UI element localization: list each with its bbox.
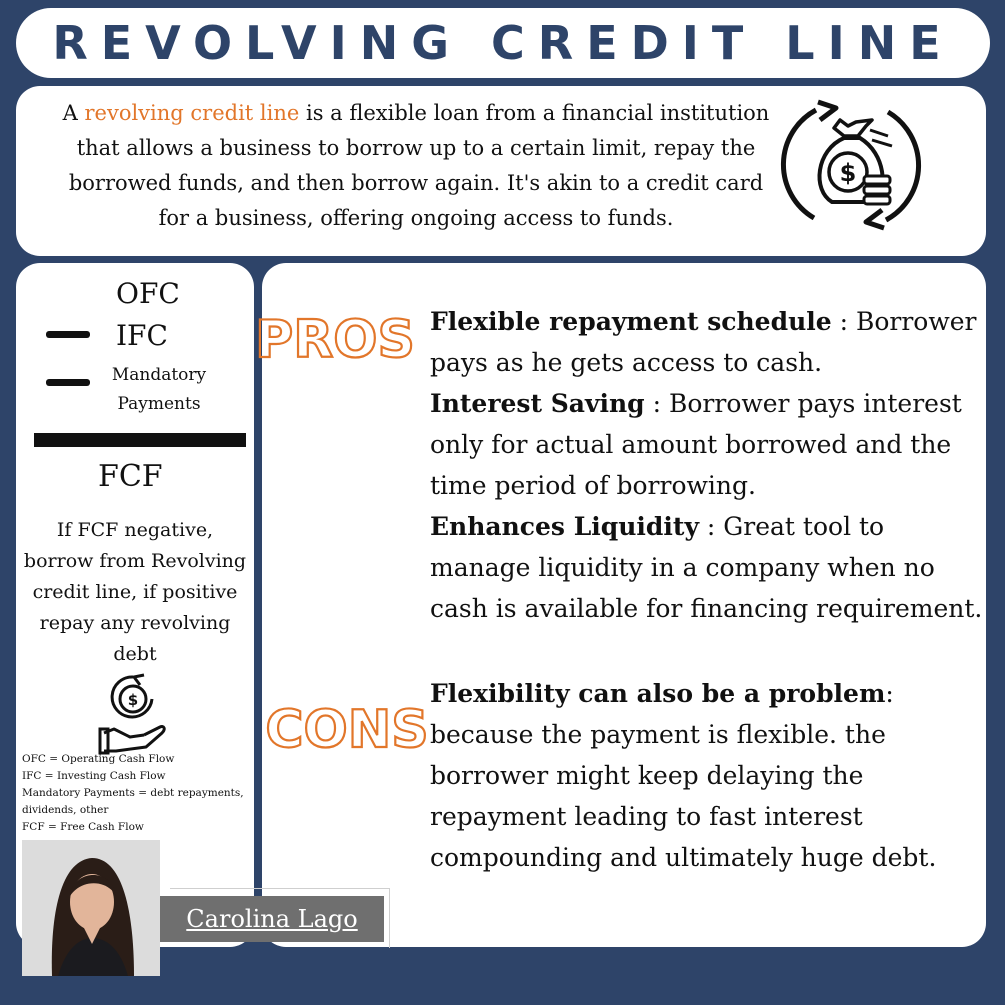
pros-cons-panel xyxy=(255,263,986,947)
pros-item-title: Enhances Liquidity xyxy=(430,512,699,541)
cons-badge xyxy=(265,695,429,760)
pros-item-text: : Borrower pays as he gets access to cash. xyxy=(430,307,977,377)
mandatory-payments-label: Mandatory Payments xyxy=(111,365,207,414)
pros-item-title: Flexible repayment schedule xyxy=(430,307,832,336)
pros-item xyxy=(430,383,986,506)
hand-dollar-cycle-icon xyxy=(100,671,166,755)
intro-prefix: A xyxy=(62,101,85,125)
page-title: REVOLVING CREDIT LINE xyxy=(52,16,954,70)
author-name-plate xyxy=(160,896,384,942)
pros-item xyxy=(430,506,986,629)
svg-text:CONS: CONS xyxy=(265,700,429,760)
svg-text:$: $ xyxy=(127,691,139,709)
legend-item: OFC = Operating Cash Flow xyxy=(22,753,175,765)
svg-text:$: $ xyxy=(839,159,857,187)
intro-panel xyxy=(16,86,986,256)
cons-text: : because the payment is flexible. the borrower might keep delaying the repayment leading to fast interest compounding and ultimately huge debt. xyxy=(430,679,937,872)
legend-item: IFC = Investing Cash Flow xyxy=(22,770,166,782)
money-bag-cycle-icon xyxy=(776,90,926,240)
minus-sign-1 xyxy=(46,331,90,338)
ifc-label: IFC xyxy=(116,319,168,352)
intro-rest: is a flexible loan from a financial institution that allows a business to borrow up to a certain limit, repay the borrowed funds, and then borrow again. It's akin to a credit card for a business, offering ongoing access to funds. xyxy=(68,101,770,230)
intro-description xyxy=(56,96,776,236)
cons-title: Flexibility can also be a problem xyxy=(430,679,886,708)
pros-list xyxy=(430,301,986,629)
fcf-explanation: If FCF negative, borrow from Revolving credit line, if positive repay any revolving debt xyxy=(23,519,247,665)
author-name: Carolina Lago xyxy=(186,905,358,933)
title-banner xyxy=(16,8,990,78)
minus-sign-2 xyxy=(46,379,90,386)
pros-item xyxy=(430,301,986,383)
pros-item-text: : Borrower pays interest only for actual amount borrowed and the time period of borrowing. xyxy=(430,389,962,500)
author-avatar xyxy=(22,840,160,976)
legend-item: dividends, other xyxy=(22,804,109,816)
legend-item: Mandatory Payments = debt repayments, xyxy=(22,787,244,799)
portrait-image xyxy=(22,840,160,976)
ofc-label: OFC xyxy=(116,277,180,310)
abbreviation-legend xyxy=(22,751,252,836)
pros-badge xyxy=(255,307,415,370)
legend-item: FCF = Free Cash Flow xyxy=(22,821,144,833)
cons-description xyxy=(430,673,986,878)
intro-highlight: revolving credit line xyxy=(84,101,300,125)
pros-item-text: : Great tool to manage liquidity in a company when no cash is available for financing requirement. xyxy=(430,512,983,623)
sum-divider xyxy=(34,433,246,447)
fcf-label: FCF xyxy=(98,459,163,494)
svg-text:PROS: PROS xyxy=(255,310,415,370)
pros-item-title: Interest Saving xyxy=(430,389,645,418)
